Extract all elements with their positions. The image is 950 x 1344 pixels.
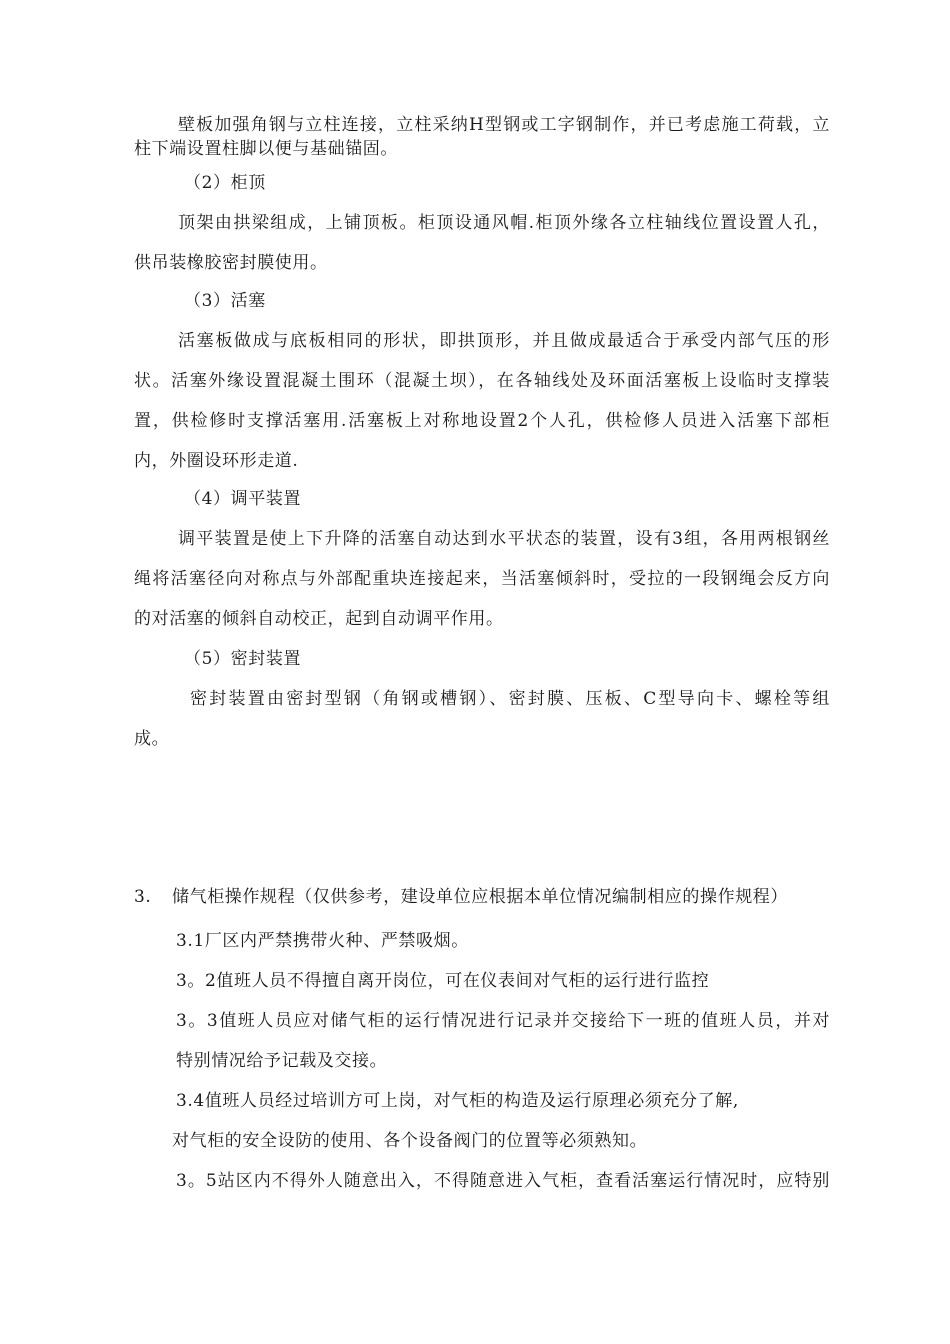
rule-3-3-line-1: 3。3值班人员应对储气柜的运行情况进行记录并交接给下一班的值班人员，并对 xyxy=(176,1011,830,1031)
leveling-paragraph-line-3: 的对活塞的倾斜自动校正，起到自动调平作用。 xyxy=(134,609,504,629)
piston-paragraph-line-1: 活塞板做成与底板相同的形状，即拱顶形，并且做成最适合于承受内部气压的形 xyxy=(178,331,830,351)
seal-paragraph-line-1: 密封装置由密封型钢（角钢或槽钢）、密封膜、压板、C型导向卡、螺栓等组 xyxy=(190,689,830,709)
section-3-number: 3. xyxy=(134,887,152,907)
roof-paragraph-line-1: 顶架由拱梁组成，上铺顶板。柜顶设通风帽.柜顶外缘各立柱轴线位置设置人孔， xyxy=(178,213,830,233)
roof-paragraph-line-2: 供吊装橡胶密封膜使用。 xyxy=(134,253,328,273)
piston-paragraph-line-4: 内，外圈设环形走道. xyxy=(134,451,299,471)
piston-paragraph-line-2: 状。活塞外缘设置混凝土围环（混凝土坝），在各轴线处及环面活塞板上设临时支撑装 xyxy=(134,371,830,391)
piston-heading: （3）活塞 xyxy=(184,291,266,311)
piston-paragraph-line-3: 置，供检修时支撑活塞用.活塞板上对称地设置2个人孔，供检修人员进入活塞下部柜 xyxy=(134,411,830,431)
leveling-paragraph-line-1: 调平装置是使上下升降的活塞自动达到水平状态的装置，设有3组，各用两根钢丝 xyxy=(178,529,830,549)
leveling-paragraph-line-2: 绳将活塞径向对称点与外部配重块连接起来，当活塞倾斜时，受拉的一段钢绳会反方向 xyxy=(134,569,830,589)
rule-3-5-line-1: 3。5站区内不得外人随意出入，不得随意进入气柜，查看活塞运行情况时，应特别 xyxy=(176,1171,830,1191)
rule-3-2: 3。2值班人员不得擅自离开岗位，可在仪表间对气柜的运行进行监控 xyxy=(176,971,710,991)
section-3-title: 储气柜操作规程（仅供参考，建设单位应根据本单位情况编制相应的操作规程） xyxy=(172,887,788,907)
roof-heading: （2）柜顶 xyxy=(184,173,266,193)
rule-3-3-line-2: 特别情况给予记载及交接。 xyxy=(176,1051,388,1071)
rule-3-4-line-2: 对气柜的安全设防的使用、各个设备阀门的位置等必须熟知。 xyxy=(172,1131,648,1151)
rule-3-1: 3.1厂区内严禁携带火种、严禁吸烟。 xyxy=(176,931,469,951)
seal-heading: （5）密封装置 xyxy=(184,649,302,669)
seal-paragraph-line-2: 成。 xyxy=(134,729,170,749)
wall-paragraph-line-2: 柱下端设置柱脚以便与基础锚固。 xyxy=(134,139,398,159)
wall-paragraph-line-1: 壁板加强角钢与立柱连接，立柱采纳H型钢或工字钢制作，并已考虑施工荷载，立 xyxy=(178,115,830,135)
leveling-heading: （4）调平装置 xyxy=(184,489,302,509)
rule-3-4-line-1: 3.4值班人员经过培训方可上岗，对气柜的构造及运行原理必须充分了解, xyxy=(176,1091,739,1111)
